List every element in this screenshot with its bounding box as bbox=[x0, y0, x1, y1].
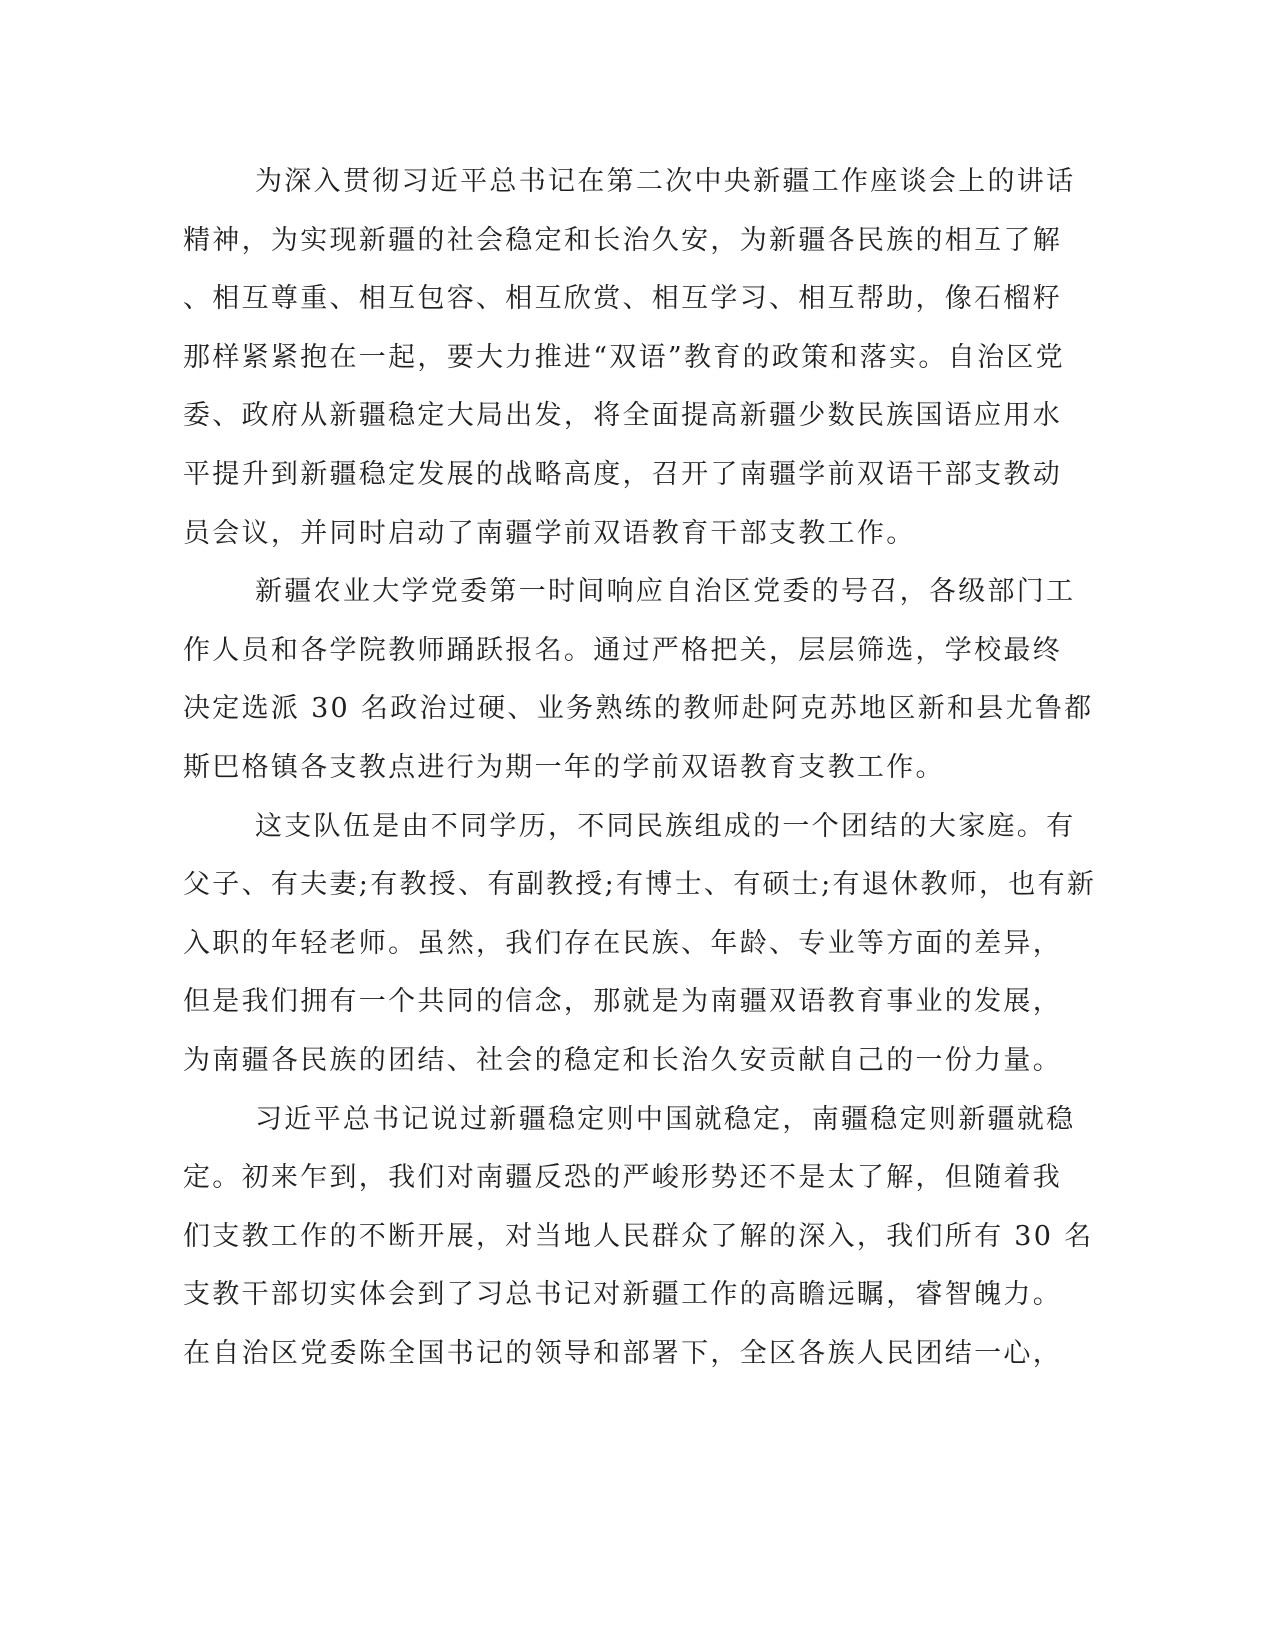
text-line: 决定选派 30 名政治过硬、业务熟练的教师赴阿克苏地区新和县尤鲁都 bbox=[183, 693, 1094, 725]
document-body bbox=[183, 160, 1097, 1390]
text-line: 那样紧紧抱在一起，要大力推进“双语”教育的政策和落实。自治区党 bbox=[183, 341, 1065, 373]
text-line: 们支教工作的不断开展，对当地人民群众了解的深入，我们所有 30 名 bbox=[183, 1220, 1094, 1252]
text-line: 支教干部切实体会到了习总书记对新疆工作的高瞻远瞩，睿智魄力。 bbox=[183, 1279, 1062, 1311]
text-line: 平提升到新疆稳定发展的战略高度，召开了南疆学前双语干部支教动 bbox=[183, 458, 1062, 490]
text-line: 为深入贯彻习近平总书记在第二次中央新疆工作座谈会上的讲话 bbox=[255, 166, 1076, 197]
text-line: 精神，为实现新疆的社会稳定和长治久安，为新疆各民族的相互了解 bbox=[183, 224, 1062, 256]
text-line: 习近平总书记说过新疆稳定则中国就稳定，南疆稳定则新疆就稳 bbox=[255, 1103, 1076, 1135]
paragraph-2 bbox=[183, 570, 1094, 804]
paragraph-3 bbox=[183, 805, 1097, 1098]
text-line: 入职的年轻老师。虽然，我们存在民族、年龄、专业等方面的差异， bbox=[183, 927, 1062, 959]
text-line: 员会议，并同时启动了南疆学前双语教育干部支教工作。 bbox=[183, 517, 916, 549]
text-line: 、相互尊重、相互包容、相互欣赏、相互学习、相互帮助，像石榴籽 bbox=[183, 283, 1062, 315]
text-line: 定。初来乍到，我们对南疆反恐的严峻形势还不是太了解，但随着我 bbox=[183, 1162, 1062, 1194]
paragraph-1 bbox=[183, 160, 1076, 570]
text-line: 作人员和各学院教师踊跃报名。通过严格把关，层层筛选，学校最终 bbox=[183, 634, 1062, 666]
text-line: 新疆农业大学党委第一时间响应自治区党委的号召，各级部门工 bbox=[255, 576, 1076, 608]
text-line: 在自治区党委陈全国书记的领导和部署下，全区各族人民团结一心， bbox=[183, 1337, 1062, 1369]
paragraph-4 bbox=[183, 1098, 1094, 1391]
text-line: 斯巴格镇各支教点进行为期一年的学前双语教育支教工作。 bbox=[183, 751, 945, 783]
text-line: 但是我们拥有一个共同的信念，那就是为南疆双语教育事业的发展， bbox=[183, 986, 1062, 1018]
text-line: 委、政府从新疆稳定大局出发，将全面提高新疆少数民族国语应用水 bbox=[183, 400, 1062, 432]
text-line: 父子、有夫妻;有教授、有副教授;有博士、有硕士;有退休教师，也有新 bbox=[183, 869, 1097, 901]
text-line: 这支队伍是由不同学历，不同民族组成的一个团结的大家庭。有 bbox=[255, 810, 1076, 842]
text-line: 为南疆各民族的团结、社会的稳定和长治久安贡献自己的一份力量。 bbox=[183, 1044, 1062, 1076]
